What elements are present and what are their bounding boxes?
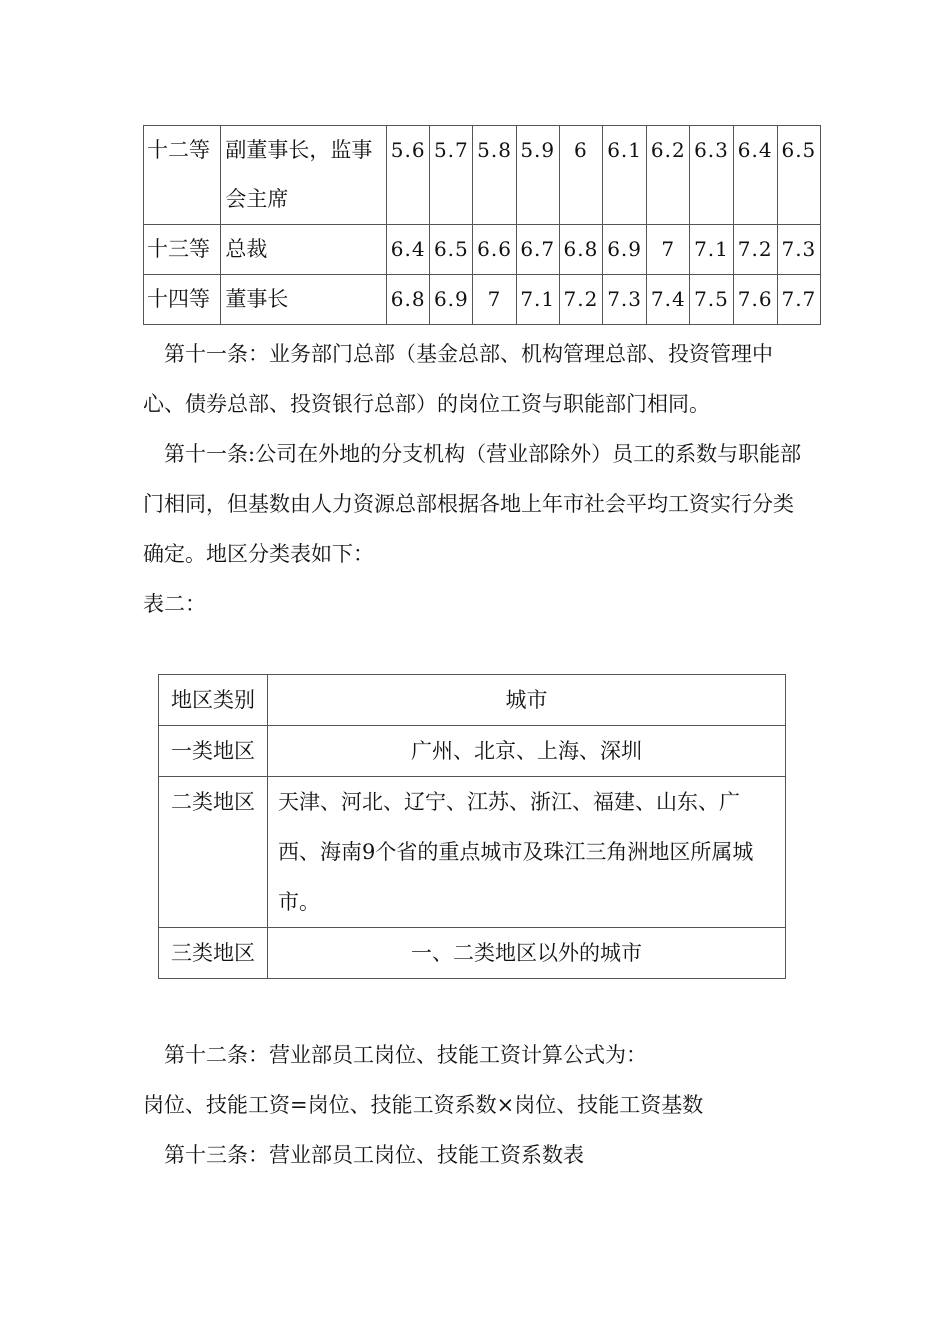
salary-coefficient-table: [143, 125, 821, 325]
coefficient-cell: 7.2: [559, 275, 602, 325]
grade-cell: 十四等: [144, 275, 221, 325]
table-row: [159, 928, 786, 979]
table-row: [144, 275, 821, 325]
position-cell: 副董事长，监事会主席: [221, 126, 387, 225]
table-2-caption: 表二：: [143, 592, 206, 616]
region-cities: 一、二类地区以外的城市: [268, 928, 786, 979]
region-category: 三类地区: [159, 928, 268, 979]
article-11-business-paragraph: 第十一条：业务部门总部（基金总部、机构管理总部、投资管理中心、债券总部、投资银行总部）的岗位工资与职能部门相同。: [143, 342, 773, 416]
region-cities: 广州、北京、上海、深圳: [268, 726, 786, 777]
position-cell: 总裁: [221, 225, 387, 275]
table-row: [159, 726, 786, 777]
region-category: 二类地区: [159, 777, 268, 928]
coefficient-cell: 7.3: [603, 275, 647, 325]
coefficient-cell: 6: [559, 126, 602, 225]
coefficient-cell: 6.5: [777, 126, 820, 225]
table-row: [144, 225, 821, 275]
coefficient-cell: 7.1: [516, 275, 559, 325]
coefficient-cell: 7.4: [647, 275, 690, 325]
header-city: 城市: [268, 675, 786, 726]
coefficient-cell: 6.7: [516, 225, 559, 275]
coefficient-cell: 6.3: [690, 126, 733, 225]
coefficient-cell: 7.3: [777, 225, 820, 275]
coefficient-cell: 7.6: [733, 275, 777, 325]
coefficient-cell: 6.8: [559, 225, 602, 275]
position-cell: 董事长: [221, 275, 387, 325]
coefficient-cell: 5.6: [387, 126, 430, 225]
region-classification-table: [158, 674, 786, 979]
coefficient-cell: 6.6: [473, 225, 516, 275]
table-row: [159, 777, 786, 928]
coefficient-cell: 6.5: [430, 225, 473, 275]
coefficient-cell: 7.2: [733, 225, 777, 275]
grade-cell: 十二等: [144, 126, 221, 225]
coefficient-cell: 5.7: [430, 126, 473, 225]
table-row: [144, 126, 821, 225]
coefficient-cell: 7.5: [690, 275, 733, 325]
article-12-paragraph: 第十二条：营业部员工岗位、技能工资计算公式为：: [143, 1043, 647, 1067]
salary-formula: 岗位、技能工资=岗位、技能工资系数×岗位、技能工资基数: [143, 1093, 704, 1117]
coefficient-cell: 7.1: [690, 225, 733, 275]
coefficient-cell: 7: [647, 225, 690, 275]
coefficient-cell: 5.8: [473, 126, 516, 225]
coefficient-cell: 7.7: [777, 275, 820, 325]
coefficient-cell: 5.9: [516, 126, 559, 225]
table-header-row: [159, 675, 786, 726]
coefficient-cell: 6.8: [387, 275, 430, 325]
coefficient-cell: 6.1: [603, 126, 647, 225]
coefficient-cell: 7: [473, 275, 516, 325]
coefficient-cell: 6.2: [647, 126, 690, 225]
coefficient-cell: 6.4: [387, 225, 430, 275]
coefficient-cell: 6.9: [603, 225, 647, 275]
grade-cell: 十三等: [144, 225, 221, 275]
region-cities: 天津、河北、辽宁、江苏、浙江、福建、山东、广西、海南9个省的重点城市及珠江三角洲地区所属城市。: [268, 777, 786, 928]
article-13-paragraph: 第十三条：营业部员工岗位、技能工资系数表: [143, 1143, 584, 1167]
region-category: 一类地区: [159, 726, 268, 777]
article-11-branch-paragraph: 第十一条:公司在外地的分支机构（营业部除外）员工的系数与职能部门相同，但基数由人力资源总部根据各地上年市社会平均工资实行分类确定。地区分类表如下：: [143, 442, 802, 566]
coefficient-cell: 6.9: [430, 275, 473, 325]
header-region-category: 地区类别: [159, 675, 268, 726]
coefficient-cell: 6.4: [733, 126, 777, 225]
